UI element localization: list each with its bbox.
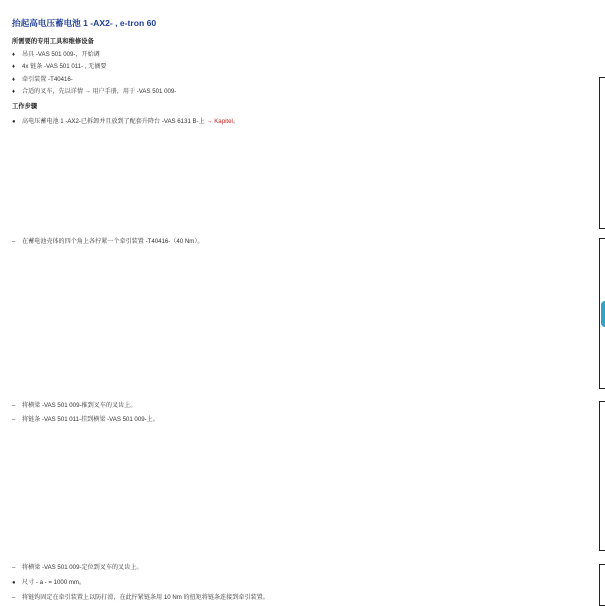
dot-marker: ●: [12, 119, 16, 125]
step-item: [12, 236, 203, 245]
step-intro: [12, 116, 239, 125]
step-intro-text: 高电压蓄电池 1 -AX2-已拆卸并且放到了配套升降台 -VAS 6131 B-上: [22, 118, 205, 125]
tool-item: [12, 86, 176, 95]
step-text: 将横梁 -VAS 501 009-推到叉车的叉齿上。: [22, 402, 137, 409]
figure-frame: [599, 401, 605, 551]
steps-heading: 工作步骤: [12, 103, 38, 110]
arrow-icon: →: [206, 118, 213, 125]
tools-heading: 所需要的专用工具和维修设备: [12, 38, 94, 45]
dash-marker: –: [12, 565, 16, 571]
step-item: [12, 562, 142, 571]
tool-item: [12, 61, 106, 70]
bullet-marker: ♦: [12, 52, 16, 58]
bullet-marker: ♦: [12, 77, 16, 83]
dash-marker: –: [12, 403, 16, 409]
page-title: 抬起高电压蓄电池 1 -AX2- , e-tron 60: [12, 18, 157, 28]
step-intro-end: 。: [232, 118, 239, 125]
tool-item: [12, 49, 100, 58]
tool-item-text: 4x 链条 -VAS 501 011- , 无摘要: [22, 63, 107, 70]
dimension-text: 尺寸 - a - = 1000 mm。: [22, 579, 86, 586]
tool-item-text: 合适的叉车，先以详情 → 用户手册，用于 -VAS 501 009-: [22, 88, 177, 95]
dash-marker: –: [12, 239, 16, 245]
figure-frame: [599, 238, 605, 389]
step-text: 将链钩固定在牵引装置上以防打滑，在此拧紧链条用 10 Nm 的扭矩将链条连接到牵引装置。: [22, 594, 269, 601]
step-item: [12, 400, 136, 409]
tool-item-text: 吊具 -VAS 501 009-，开始调: [22, 51, 100, 58]
dash-marker: –: [12, 417, 16, 423]
dimension-bullet: [12, 577, 85, 586]
tool-item: [12, 74, 73, 83]
figure-frame: [599, 77, 605, 229]
step-item: [12, 414, 159, 423]
dot-marker: ●: [12, 580, 16, 586]
step-text: 将横梁 -VAS 501 009-定位到叉车的叉齿上。: [22, 564, 143, 571]
step-text: 在蓄电池壳体的四个角上各拧紧一个牵引装置 -T40416-（40 Nm）。: [22, 238, 204, 245]
dash-marker: –: [12, 595, 16, 601]
tool-item-text: 牵引装置 -T40416-: [22, 76, 73, 83]
bullet-marker: ♦: [12, 64, 16, 70]
kapitel-link[interactable]: Kapitel: [214, 118, 233, 125]
bullet-marker: ♦: [12, 89, 16, 95]
figure-thumbnail: [601, 301, 605, 327]
step-text: 将链条 -VAS 501 011-挂到横梁 -VAS 501 009-上。: [22, 416, 159, 423]
